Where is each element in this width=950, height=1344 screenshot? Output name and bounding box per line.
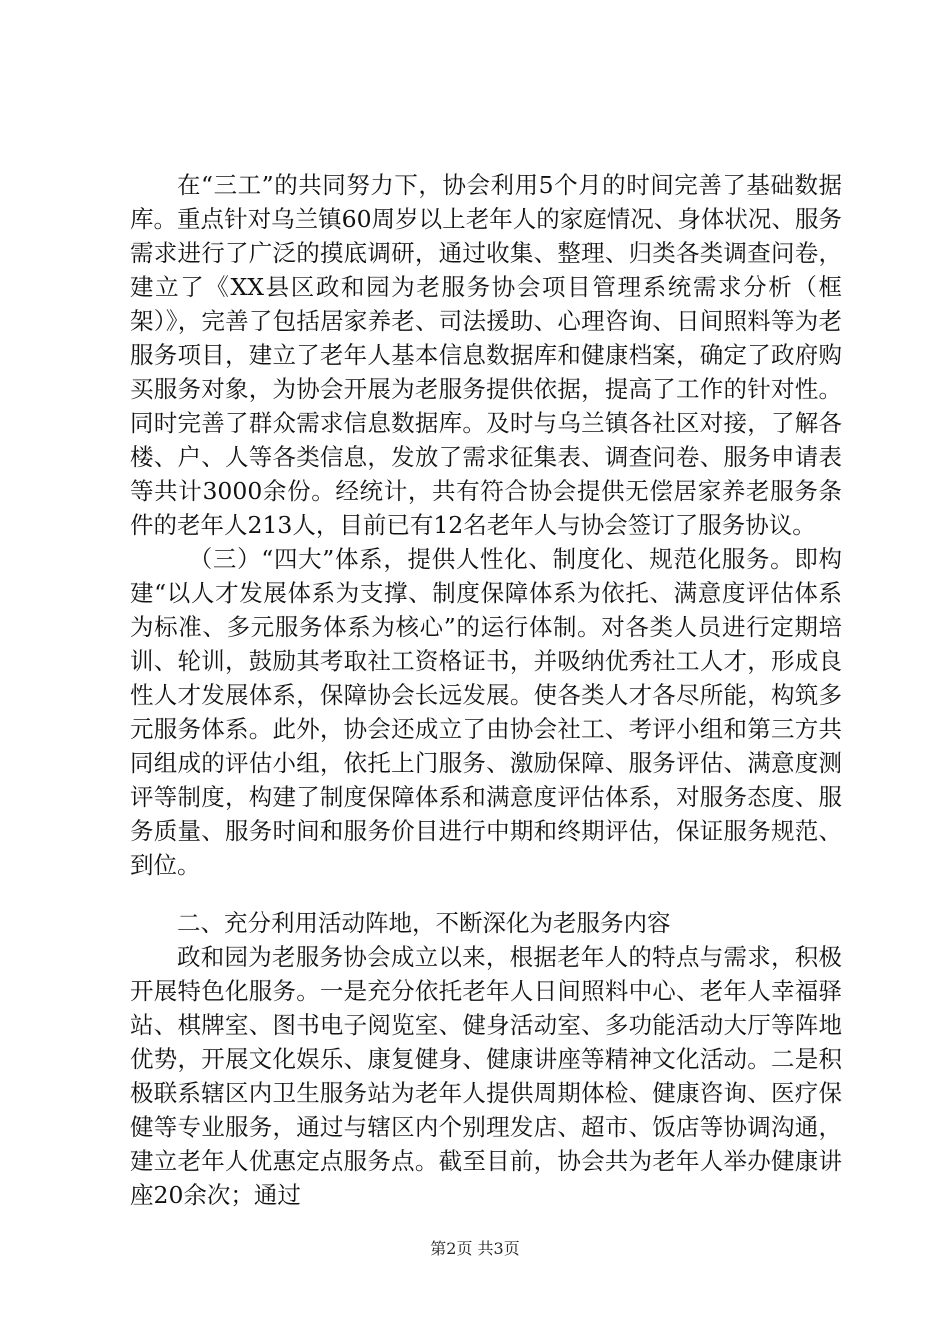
paragraph-activities: 政和园为老服务协会成立以来，根据老年人的特点与需求，积极开展特色化服务。一是充分依托老年人日间照料中心、老年人幸福驿站、棋牌室、图书电子阅览室、健身活动室、多功能活动大厅等阵地优势，开展文化娱乐、康复健身、健康讲座等精神文化活动。二是积极联系辖区内卫生服务站为老年人提供周期体检、健康咨询、医疗保健等专业服务，通过与辖区内个别理发店、超市、饭店等协调沟通，建立老年人优惠定点服务点。截至目前，协会共为老年人举办健康讲座20余次；通过 (130, 943, 842, 1209)
paragraph-four-systems: （三）“四大”体系，提供人性化、制度化、规范化服务。即构建“以人才发展体系为支撑、制度保障体系为依托、满意度评估体系为标准、多元服务体系为核心”的运行体制。对各类人员进行定期培训、轮训，鼓励其考取社工资格证书，并吸纳优秀社工人才，形成良性人才发展体系，保障协会长远发展。使各类人才各尽所能，构筑多元服务体系。此外，协会还成立了由协会社工、考评小组和第三方共同组成的评估小组，依托上门服务、激励保障、服务评估、满意度测评等制度，构建了制度保障体系和满意度评估体系，对服务态度、服务质量、服务时间和服务价目进行中期和终期评估，保证服务规范、到位。 (130, 545, 842, 879)
section-heading: 二、充分利用活动阵地，不断深化为老服务内容 (177, 909, 671, 937)
page-footer: 第2页 共3页 (430, 1239, 520, 1258)
paragraph-database: 在“三工”的共同努力下，协会利用5个月的时间完善了基础数据库。重点针对乌兰镇60周岁以上老年人的家庭情况、身体状况、服务需求进行了广泛的摸底调研，通过收集、整理、归类各类调查问卷，建立了《XX县区政和园为老服务协会项目管理系统需求分析（框架）》，完善了包括居家养老、司法援助、心理咨询、日间照料等为老服务项目，建立了老年人基本信息数据库和健康档案，确定了政府购买服务对象，为协会开展为老服务提供依据，提高了工作的针对性。同时完善了群众需求信息数据库。及时与乌兰镇各社区对接，了解各楼、户、人等各类信息，发放了需求征集表、调查问卷、服务申请表等共计3000余份。经统计，共有符合协会提供无偿居家养老服务条件的老年人213人，目前已有12名老年人与协会签订了服务协议。 (130, 171, 842, 539)
document-body (130, 168, 842, 1212)
